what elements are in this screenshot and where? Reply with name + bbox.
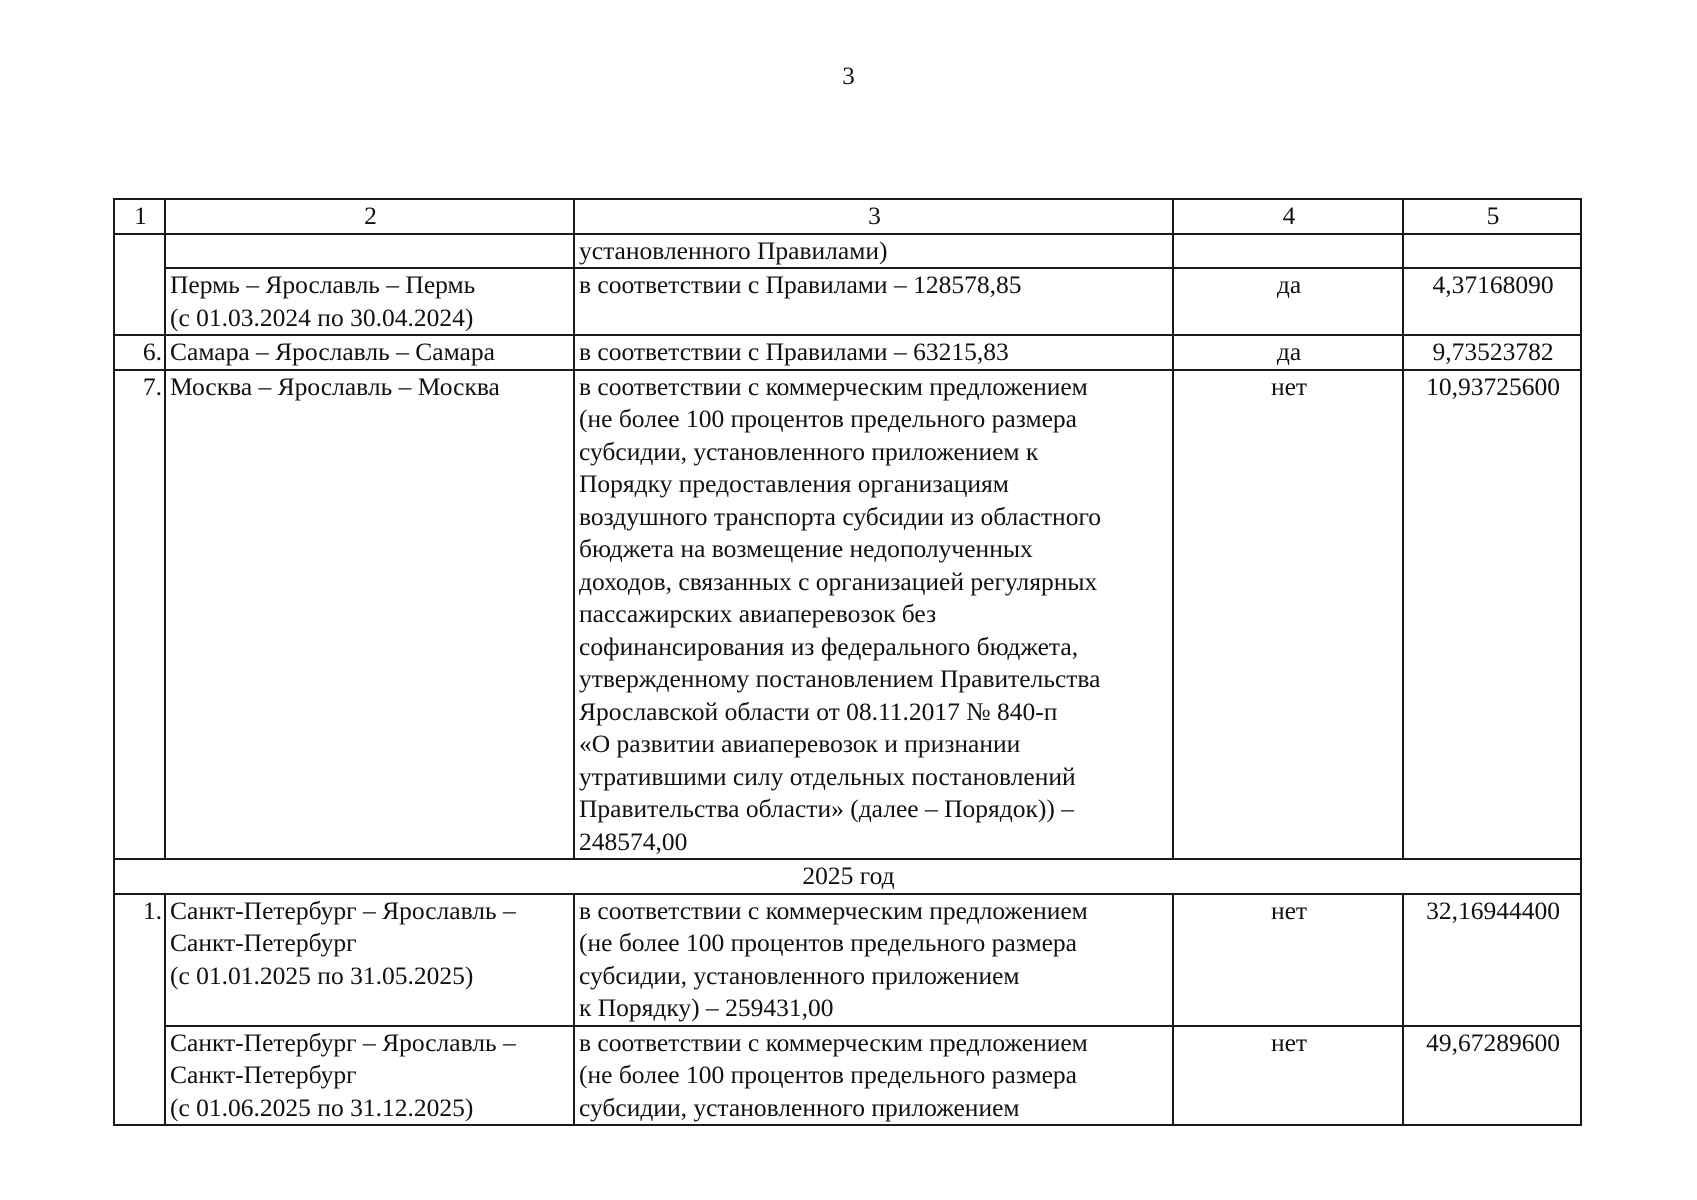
route-cell: Санкт-Петербург – Ярославль – Санкт-Петербург (с 01.06.2025 по 31.12.2025) — [165, 1026, 574, 1126]
column-header: 1 — [114, 199, 165, 234]
table-row — [114, 894, 1581, 1026]
row-number-cell: 1. — [114, 894, 165, 1126]
table-header-row — [114, 199, 1581, 234]
route-cell: Пермь – Ярославль – Пермь (с 01.03.2024 по 30.04.2024) — [165, 268, 574, 335]
column-header: 2 — [165, 199, 574, 234]
subsidy-amount-cell: 32,16944400 — [1403, 894, 1581, 1026]
subsidy-amount-cell: 10,93725600 — [1403, 370, 1581, 860]
rate-cell: в соответствии с коммерческим предложением (не более 100 процентов предельного размера субсидии, установленного приложением — [574, 1026, 1173, 1126]
subsidy-amount-cell: 4,37168090 — [1403, 268, 1581, 335]
commercial-offer-flag-cell: нет — [1173, 370, 1403, 860]
rate-cell: в соответствии с Правилами – 128578,85 — [574, 268, 1173, 335]
row-number-cell: 7. — [114, 370, 165, 860]
route-cell: Самара – Ярославль – Самара — [165, 335, 574, 370]
commercial-offer-flag-cell: нет — [1173, 894, 1403, 1026]
row-number-cell: 6. — [114, 335, 165, 370]
rate-cell: в соответствии с Правилами – 63215,83 — [574, 335, 1173, 370]
table-row — [114, 1026, 1581, 1126]
rate-cell: в соответствии с коммерческим предложением (не более 100 процентов предельного размера субсидии, установленного приложением к Порядку предоставления организациям воздушного транспорта субсидии из областного бюджета на возмещение недополученных доходов, связанных с организацией регулярных пассажирских авиаперевозок без софинансирования из федерального бюджета, утвержденному постановлением Правительства Ярославской области от 08.11.2017 № 840-п «О развитии авиаперевозок и признании утратившими силу отдельных постановлений Правительства области» (далее – Порядок)) – 248574,00 — [574, 370, 1173, 860]
commercial-offer-flag-cell: нет — [1173, 1026, 1403, 1126]
commercial-offer-flag-cell: да — [1173, 335, 1403, 370]
table-row — [114, 335, 1581, 370]
row-number-cell — [114, 234, 165, 336]
column-header: 5 — [1403, 199, 1581, 234]
subsidy-amount-cell: 9,73523782 — [1403, 335, 1581, 370]
route-cell: Москва – Ярославль – Москва — [165, 370, 574, 860]
subsidy-table — [113, 198, 1582, 1126]
table-row — [114, 268, 1581, 335]
column-header: 3 — [574, 199, 1173, 234]
commercial-offer-flag-cell: да — [1173, 268, 1403, 335]
route-cell: Санкт-Петербург – Ярославль – Санкт-Петербург (с 01.01.2025 по 31.05.2025) — [165, 894, 574, 1026]
route-cell — [165, 234, 574, 269]
rate-cell: установленного Правилами) — [574, 234, 1173, 269]
table-row — [114, 370, 1581, 860]
year-section-row — [114, 859, 1581, 894]
table-row — [114, 234, 1581, 269]
subsidy-amount-cell — [1403, 234, 1581, 269]
page-number: 3 — [842, 63, 855, 90]
column-header: 4 — [1173, 199, 1403, 234]
subsidy-amount-cell: 49,67289600 — [1403, 1026, 1581, 1126]
year-section-heading: 2025 год — [114, 859, 1581, 894]
commercial-offer-flag-cell — [1173, 234, 1403, 269]
rate-cell: в соответствии с коммерческим предложением (не более 100 процентов предельного размера субсидии, установленного приложением к Порядку) – 259431,00 — [574, 894, 1173, 1026]
